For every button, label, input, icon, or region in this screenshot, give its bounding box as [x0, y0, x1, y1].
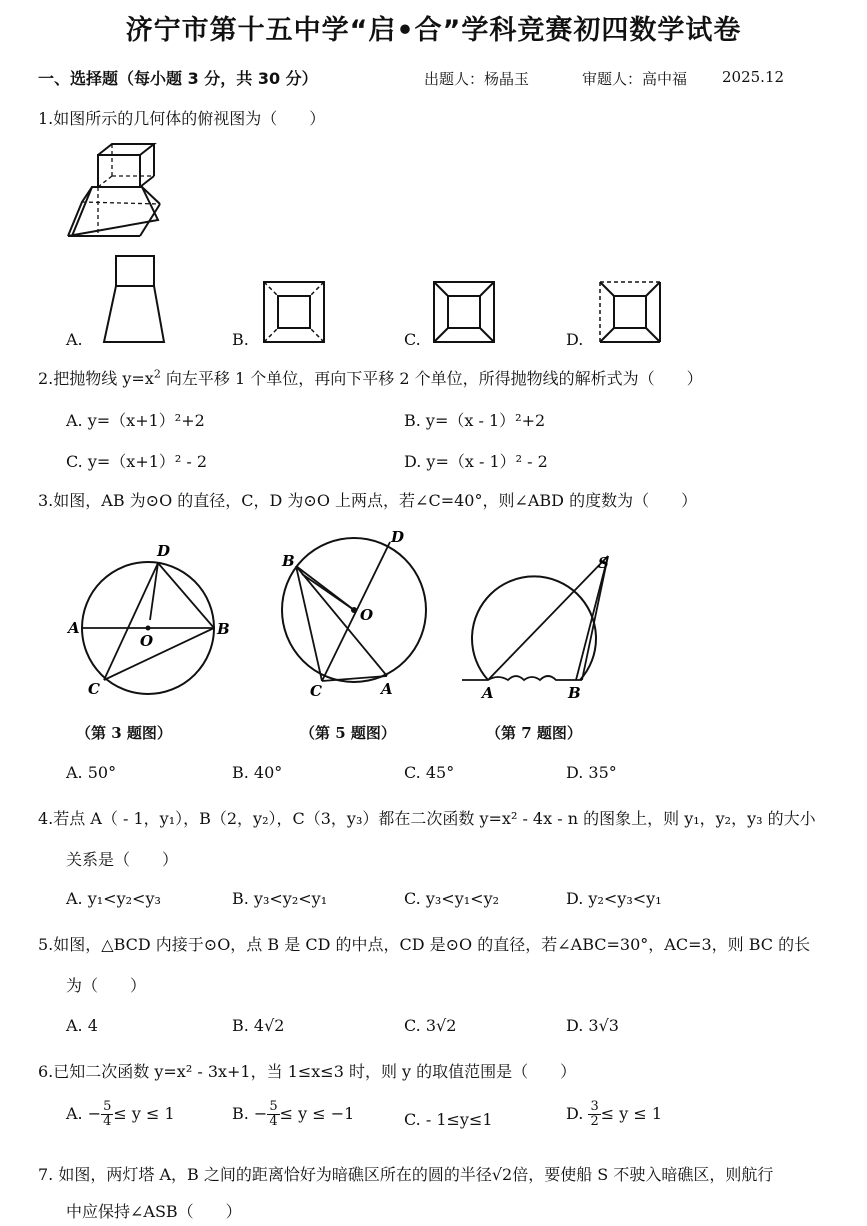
q1-option-d: D. — [566, 330, 584, 349]
q1-option-a: A. — [66, 330, 83, 349]
caption-fig3: （第 3 题图） — [76, 724, 172, 742]
q2-option-d: D. y=（x - 1）² - 2 — [404, 452, 548, 471]
q3-option-d: D. 35° — [566, 763, 617, 782]
q5-option-c: C. 3√2 — [404, 1016, 457, 1035]
q2-option-a: A. y=（x+1）²+2 — [66, 411, 205, 430]
exam-date: 2025.12 — [722, 68, 785, 86]
fig5-label-b: B — [282, 552, 295, 570]
question-6-stem: 6.已知二次函数 y=x² - 3x+1，当 1≤x≤3 时，则 y 的取值范围是（ ） — [38, 1062, 577, 1081]
q1-option-a-figure — [96, 252, 176, 347]
reviewer: 审题人：高中福 — [582, 70, 688, 88]
q4-option-c: C. y₃<y₁<y₂ — [404, 889, 500, 908]
q6-option-a: A. − $\frac{5}{4}$ ≤ y ≤ 1 — [66, 1099, 175, 1129]
q1-option-c-figure — [432, 280, 498, 346]
question-4-stem-line2: 关系是（ ） — [66, 850, 179, 869]
fig3-label-c: C — [88, 680, 100, 698]
question-2-stem: 2.把抛物线 $y=x^2$ 向左平移 1 个单位，再向下平移 2 个单位，所得抛物线的解析式为（ ） — [38, 367, 703, 388]
q1-option-b-figure — [262, 280, 328, 346]
question-5-stem-line2: 为（ ） — [66, 976, 147, 995]
q1-option-b: B. — [232, 330, 249, 349]
q1-solid-figure — [60, 140, 170, 245]
fig7-label-s: S — [598, 554, 609, 572]
fig3-label-o: O — [140, 632, 154, 650]
question-4-stem-line1: 4.若点 A（ - 1，y₁），B（2，y₂），C（3，y₃）都在二次函数 y=x² - 4x - n 的图象上，则 y₁，y₂，y₃ 的大小 — [38, 809, 816, 828]
q4-option-a: A. y₁<y₂<y₃ — [66, 889, 161, 908]
q5-option-a: A. 4 — [66, 1016, 98, 1035]
question-1-stem: 1.如图所示的几何体的俯视图为（ ） — [38, 109, 326, 128]
question-5-stem-line1: 5.如图，△BCD 内接于⊙O，点 B 是 CD 的中点，CD 是⊙O 的直径，若∠ABC=30°，AC=3，则 BC 的长 — [38, 935, 811, 954]
fig7-label-a: A — [482, 684, 494, 702]
fig5-label-a: A — [381, 680, 393, 698]
fig5-label-d: D — [391, 528, 405, 546]
caption-fig7: （第 7 题图） — [486, 724, 582, 742]
author: 出题人：杨晶玉 — [424, 70, 530, 88]
q6-option-d: D. $\frac{3}{2}$ ≤ y ≤ 1 — [566, 1099, 663, 1129]
fig5-label-c: C — [310, 682, 322, 700]
q3-option-c: C. 45° — [404, 763, 455, 782]
page-title: 济宁市第十五中学“启•合”学科竞赛初四数学试卷 — [125, 15, 742, 46]
figure-q5 — [272, 524, 442, 704]
fig7-label-b: B — [568, 684, 581, 702]
fig3-label-b: B — [217, 620, 230, 638]
q4-option-b: B. y₃<y₂<y₁ — [232, 889, 328, 908]
q6-option-c: C. - 1≤y≤1 — [404, 1110, 493, 1129]
figure-q7 — [458, 548, 628, 708]
q6-option-b: B. − $\frac{5}{4}$ ≤ y ≤ −1 — [232, 1099, 355, 1129]
q5-option-b: B. 4√2 — [232, 1016, 285, 1035]
fig5-label-o: O — [360, 606, 374, 624]
question-7-stem-line1: 7. 如图，两灯塔 A，B 之间的距离恰好为暗礁区所在的圆的半径√2倍，要使船 S 不驶入暗礁区，则航行 — [38, 1165, 774, 1184]
q3-option-a: A. 50° — [66, 763, 117, 782]
caption-fig5: （第 5 题图） — [300, 724, 396, 742]
q2-option-c: C. y=（x+1）² - 2 — [66, 452, 208, 471]
q1-option-d-figure — [598, 280, 664, 346]
q5-option-d: D. 3√3 — [566, 1016, 619, 1035]
question-3-stem: 3.如图，AB 为⊙O 的直径，C，D 为⊙O 上两点，若∠C=40°，则∠ABD 的度数为（ ） — [38, 491, 698, 510]
question-7-stem-line2: 中应保持∠ASB（ ） — [66, 1202, 242, 1221]
fig3-label-a: A — [68, 619, 80, 637]
q4-option-d: D. y₂<y₃<y₁ — [566, 889, 662, 908]
q3-option-b: B. 40° — [232, 763, 283, 782]
q1-option-c: C. — [404, 330, 421, 349]
section-title: 一、选择题（每小题 3 分，共 30 分） — [38, 69, 318, 88]
figure-q3 — [62, 530, 242, 705]
q2-option-b: B. y=（x - 1）²+2 — [404, 411, 546, 430]
fig3-label-d: D — [157, 542, 171, 560]
